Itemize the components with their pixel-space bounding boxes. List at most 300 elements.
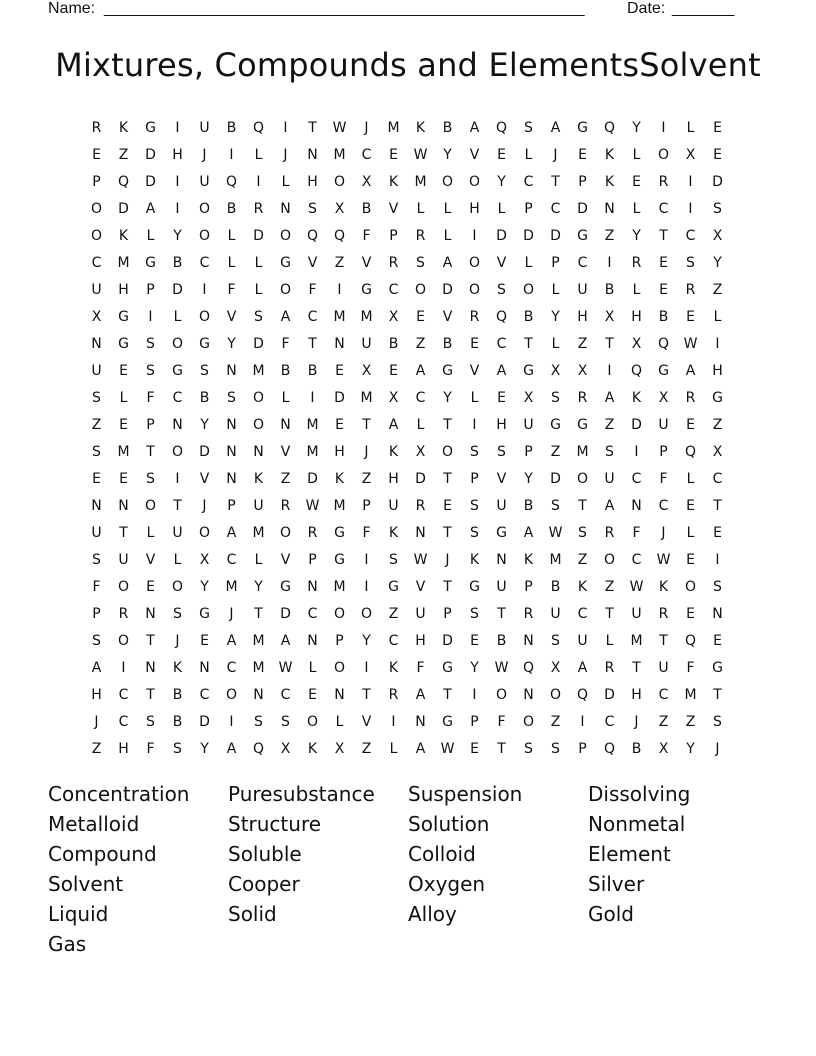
grid-letter: B [361,200,372,217]
grid-letter: S [416,254,425,271]
grid-letter: B [226,119,237,136]
grid-letter: G [442,659,453,676]
grid-letter: Y [713,254,722,271]
grid-letter: I [229,713,234,730]
grid-letter: E [470,632,479,649]
grid-letter: Z [280,470,291,487]
grid-letter: S [308,200,317,217]
grid-letter: C [280,686,291,703]
grid-letter: N [631,497,642,514]
grid-letter: G [388,578,399,595]
grid-letter: C [577,605,588,622]
grid-letter: G [361,281,372,298]
grid-letter: D [199,713,210,730]
grid-letter: M [360,308,373,325]
grid-letter: X [658,740,669,757]
grid-letter: O [198,227,211,244]
grid-letter: X [712,227,723,244]
grid-letter: Q [495,308,508,325]
grid-letter: C [604,713,615,730]
grid-letter: L [254,551,263,568]
grid-letter: G [118,335,129,352]
grid-row [83,276,733,303]
grid-letter: Z [415,335,426,352]
grid-letter: N [334,335,345,352]
grid-letter: L [497,200,506,217]
grid-letter: A [577,659,588,676]
grid-letter: V [388,200,399,217]
grid-letter: U [550,605,561,622]
grid-letter: H [172,146,183,163]
grid-letter: P [470,713,479,730]
grid-letter: G [442,362,453,379]
grid-letter: O [279,524,292,541]
grid-letter: U [415,605,426,622]
grid-letter: Z [361,470,372,487]
grid-letter: D [712,173,723,190]
grid-letter: M [576,443,589,460]
grid-row [83,249,733,276]
grid-letter: G [199,335,210,352]
grid-letter: L [632,200,641,217]
grid-letter: I [337,281,342,298]
grid-letter: S [551,632,560,649]
grid-letter: O [495,686,508,703]
grid-letter: S [551,740,560,757]
grid-letter: E [335,416,344,433]
grid-letter: X [388,308,399,325]
grid-letter: U [253,497,264,514]
grid-letter: X [685,146,696,163]
grid-letter: K [658,578,669,595]
grid-letter: D [199,443,210,460]
grid-letter: P [92,173,101,190]
grid-letter: E [686,551,695,568]
grid-letter: D [604,686,615,703]
grid-letter: C [118,686,129,703]
grid-row [83,654,733,681]
grid-letter: P [227,497,236,514]
grid-letter: E [686,308,695,325]
grid-letter: X [415,443,426,460]
word-list-item: Element [588,842,671,866]
grid-letter: R [685,281,696,298]
grid-letter: F [362,524,371,541]
grid-letter: Y [497,173,506,190]
grid-letter: W [305,497,320,514]
grid-letter: A [226,524,237,541]
grid-letter: C [91,254,102,271]
grid-letter: N [145,605,156,622]
grid-letter: I [607,362,612,379]
grid-letter: E [713,146,722,163]
grid-letter: K [415,119,426,136]
grid-letter: S [524,740,533,757]
grid-letter: G [334,524,345,541]
grid-row [83,519,733,546]
grid-letter: B [442,119,453,136]
grid-letter: T [632,659,641,676]
grid-letter: T [443,416,452,433]
grid-row [83,708,733,735]
grid-letter: G [280,254,291,271]
grid-letter: A [415,362,426,379]
grid-letter: J [634,713,639,730]
grid-letter: W [413,146,428,163]
grid-letter: I [472,227,477,244]
grid-letter: A [523,524,534,541]
grid-letter: D [172,281,183,298]
grid-letter: Z [334,254,345,271]
grid-letter: N [145,659,156,676]
grid-letter: L [335,713,344,730]
grid-letter: Y [227,335,236,352]
grid-letter: E [659,281,668,298]
grid-letter: X [550,659,561,676]
grid-letter: J [229,605,234,622]
grid-letter: E [713,119,722,136]
grid-letter: O [549,686,562,703]
grid-letter: U [496,578,507,595]
grid-letter: Z [604,416,615,433]
grid-letter: C [388,632,399,649]
grid-letter: K [388,443,399,460]
grid-letter: V [442,308,453,325]
grid-letter: H [118,740,129,757]
grid-letter: Y [686,740,695,757]
grid-letter: V [280,551,291,568]
grid-letter: S [146,713,155,730]
grid-letter: M [333,146,346,163]
grid-letter: S [470,605,479,622]
grid-letter: B [631,740,642,757]
grid-letter: H [577,308,588,325]
grid-letter: O [117,632,130,649]
grid-letter: N [91,497,102,514]
grid-letter: H [307,173,318,190]
grid-letter: H [334,443,345,460]
word-list-item: Compound [48,842,157,866]
grid-letter: X [388,389,399,406]
date-label: Date: [627,0,666,17]
grid-letter: T [659,227,668,244]
grid-letter: X [334,740,345,757]
grid-row [83,600,733,627]
grid-letter: L [227,227,236,244]
grid-letter: X [361,362,372,379]
grid-letter: I [175,200,180,217]
grid-letter: W [548,524,563,541]
grid-letter: H [496,416,507,433]
grid-letter: J [175,632,180,649]
grid-letter: D [145,173,156,190]
grid-letter: B [226,200,237,217]
grid-letter: D [577,200,588,217]
grid-letter: L [146,524,155,541]
grid-letter: B [442,335,453,352]
grid-letter: O [522,713,535,730]
grid-letter: J [715,740,720,757]
grid-letter: L [173,551,182,568]
grid-letter: Q [684,632,697,649]
grid-letter: S [470,524,479,541]
grid-letter: W [683,335,698,352]
grid-letter: T [713,686,722,703]
grid-letter: C [388,281,399,298]
grid-letter: D [334,389,345,406]
grid-letter: K [307,740,318,757]
grid-row [83,357,733,384]
grid-letter: L [443,200,452,217]
name-label: Name: [48,0,96,17]
grid-letter: Q [252,119,265,136]
grid-letter: V [469,146,480,163]
word-list-item: Solution [408,812,490,836]
grid-letter: T [146,632,155,649]
grid-letter: L [524,146,533,163]
word-search-grid [83,114,733,762]
grid-row [83,168,733,195]
grid-letter: V [361,254,372,271]
grid-letter: Y [200,740,209,757]
grid-letter: L [443,227,452,244]
grid-letter: O [657,146,670,163]
grid-letter: U [658,416,669,433]
grid-row [83,330,733,357]
grid-letter: R [469,308,480,325]
grid-row [83,438,733,465]
grid-letter: S [92,389,101,406]
grid-letter: S [470,497,479,514]
grid-letter: R [307,524,318,541]
grid-letter: O [522,281,535,298]
grid-letter: U [118,551,129,568]
grid-letter: A [604,389,615,406]
grid-letter: L [605,632,614,649]
grid-letter: E [416,308,425,325]
grid-letter: O [684,578,697,595]
grid-letter: X [361,173,372,190]
grid-letter: N [523,686,534,703]
grid-letter: A [280,632,291,649]
grid-letter: S [470,443,479,460]
grid-letter: C [226,659,237,676]
grid-letter: U [631,605,642,622]
grid-letter: C [199,254,210,271]
grid-letter: U [199,173,210,190]
grid-letter: R [604,524,615,541]
grid-letter: C [118,713,129,730]
grid-letter: P [524,443,533,460]
grid-letter: V [469,362,480,379]
grid-letter: U [91,281,102,298]
grid-letter: O [333,605,346,622]
grid-letter: M [360,389,373,406]
grid-letter: I [688,200,693,217]
grid-letter: E [632,173,641,190]
grid-letter: Z [604,578,615,595]
grid-letter: E [686,416,695,433]
grid-row [83,222,733,249]
grid-letter: Y [443,146,452,163]
grid-letter: I [175,119,180,136]
grid-letter: G [550,416,561,433]
grid-letter: A [604,497,615,514]
grid-letter: O [225,686,238,703]
grid-letter: S [605,443,614,460]
grid-letter: C [172,389,183,406]
grid-letter: S [497,443,506,460]
grid-letter: O [198,524,211,541]
grid-letter: K [469,551,480,568]
grid-letter: A [442,254,453,271]
grid-letter: R [415,497,426,514]
grid-letter: Y [173,227,182,244]
header [48,0,748,20]
grid-letter: C [658,497,669,514]
grid-letter: V [226,308,237,325]
grid-letter: U [388,497,399,514]
word-list-item: Gold [588,902,634,926]
grid-letter: L [524,254,533,271]
grid-letter: M [414,173,427,190]
grid-letter: I [715,335,720,352]
grid-letter: K [118,119,129,136]
grid-letter: B [172,254,183,271]
grid-letter: E [146,578,155,595]
grid-letter: X [658,389,669,406]
grid-letter: I [202,281,207,298]
grid-letter: H [388,470,399,487]
grid-letter: S [92,443,101,460]
grid-letter: Z [550,443,561,460]
grid-letter: Q [603,740,616,757]
grid-letter: P [524,578,533,595]
grid-letter: O [279,227,292,244]
grid-letter: C [415,389,426,406]
grid-letter: J [553,146,558,163]
grid-letter: I [310,389,315,406]
word-list-item: Colloid [408,842,476,866]
grid-letter: H [415,632,426,649]
grid-letter: U [523,416,534,433]
grid-letter: G [712,389,723,406]
grid-letter: O [441,443,454,460]
grid-letter: D [550,227,561,244]
grid-letter: L [416,200,425,217]
grid-letter: K [577,578,588,595]
grid-letter: H [469,200,480,217]
grid-letter: Q [630,362,643,379]
grid-letter: P [551,254,560,271]
grid-letter: L [173,308,182,325]
grid-letter: S [713,713,722,730]
grid-letter: U [604,470,615,487]
grid-row [83,384,733,411]
grid-letter: O [306,713,319,730]
grid-letter: J [202,497,207,514]
grid-letter: E [308,686,317,703]
grid-letter: I [148,308,153,325]
grid-letter: F [308,281,317,298]
word-list-item: Nonmetal [588,812,686,836]
grid-letter: O [576,470,589,487]
grid-letter: G [496,524,507,541]
grid-letter: H [118,281,129,298]
grid-letter: G [118,308,129,325]
grid-letter: D [550,470,561,487]
grid-letter: G [280,578,291,595]
grid-letter: Q [252,740,265,757]
grid-row [83,303,733,330]
grid-letter: W [332,119,347,136]
grid-letter: N [280,416,291,433]
grid-letter: I [256,173,261,190]
grid-letter: M [387,119,400,136]
grid-letter: E [686,605,695,622]
grid-letter: Z [388,605,399,622]
grid-letter: O [144,497,157,514]
grid-letter: U [577,281,588,298]
grid-letter: H [91,686,102,703]
grid-letter: T [362,416,371,433]
grid-letter: V [280,443,291,460]
grid-letter: Q [117,173,130,190]
grid-letter: R [415,227,426,244]
grid-letter: O [171,443,184,460]
grid-letter: A [469,119,480,136]
grid-letter: N [91,335,102,352]
grid-letter: G [172,362,183,379]
grid-letter: V [145,551,156,568]
grid-letter: Q [495,119,508,136]
grid-letter: I [175,470,180,487]
grid-letter: D [442,632,453,649]
grid-letter: S [551,497,560,514]
grid-letter: F [416,659,425,676]
grid-letter: K [253,470,264,487]
grid-letter: L [470,389,479,406]
grid-letter: P [362,497,371,514]
grid-letter: C [523,173,534,190]
grid-letter: R [658,605,669,622]
grid-letter: R [523,605,534,622]
grid-letter: O [252,416,265,433]
grid-letter: S [173,740,182,757]
grid-letter: K [388,173,399,190]
grid-letter: W [413,551,428,568]
grid-letter: A [280,308,291,325]
grid-letter: N [199,659,210,676]
grid-letter: C [685,227,696,244]
word-list-item: Structure [228,812,322,836]
grid-letter: N [712,605,723,622]
grid-letter: T [605,335,614,352]
grid-letter: Y [632,119,641,136]
grid-letter: S [173,605,182,622]
grid-letter: T [524,335,533,352]
grid-letter: S [200,362,209,379]
grid-letter: N [118,497,129,514]
grid-letter: L [686,119,695,136]
grid-letter: R [577,389,588,406]
grid-letter: W [440,740,455,757]
grid-letter: T [497,740,506,757]
grid-letter: P [308,551,317,568]
grid-letter: L [632,281,641,298]
grid-letter: P [146,416,155,433]
grid-letter: G [334,551,345,568]
